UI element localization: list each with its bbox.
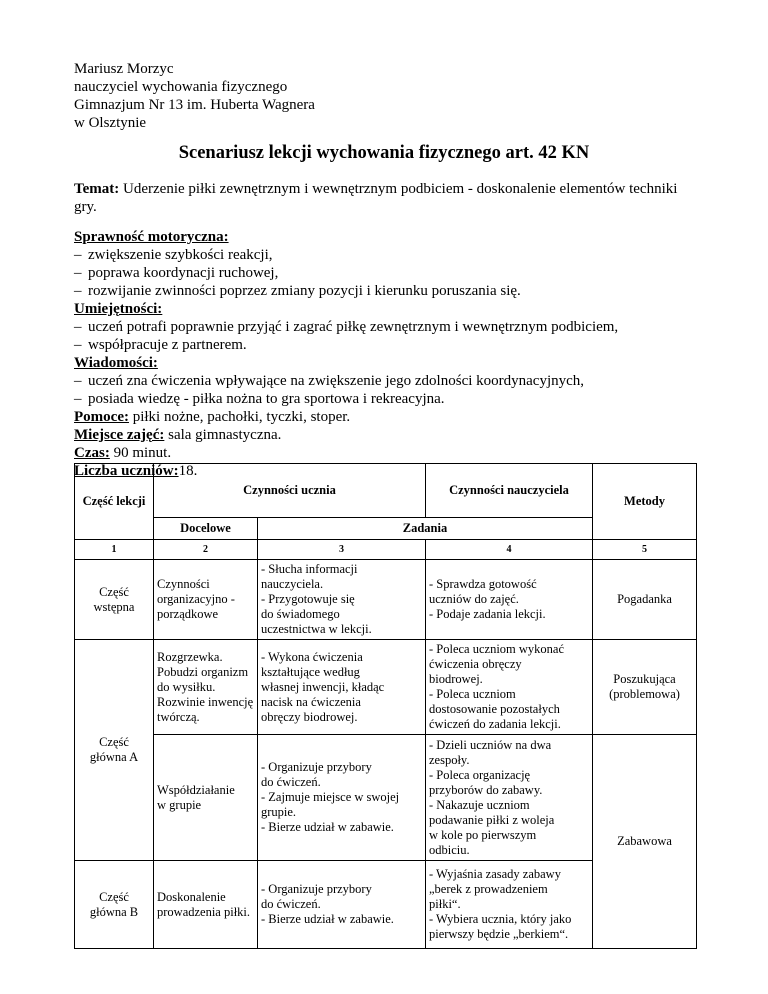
time-text: 90 minut. xyxy=(109,445,172,461)
list-item: – uczeń potrafi poprawnie przyjąć i zagrać piłkę zewnętrznym i wewnętrznym podbiciem, xyxy=(74,319,619,335)
col-number: 4 xyxy=(426,540,593,560)
list-item: – rozwijanie zwinności poprzez zmiany pozycji i kierunku poruszania się. xyxy=(74,283,521,299)
row-student: - Organizuje przybory do ćwiczeń. - Bierze udział w zabawie. xyxy=(258,861,426,949)
motor-heading: Sprawność motoryczna: xyxy=(74,229,229,245)
topic-label: Temat: xyxy=(74,181,120,197)
knowledge-heading: Wiadomości: xyxy=(74,355,158,371)
list-item-text: poprawa koordynacji ruchowej, xyxy=(88,265,279,281)
col-number: 2 xyxy=(154,540,258,560)
col-number: 1 xyxy=(75,540,154,560)
row-method: Pogadanka xyxy=(593,560,697,640)
header-goals: Docelowe xyxy=(154,518,258,540)
table-row xyxy=(75,560,697,640)
row-method: Zabawowa xyxy=(593,735,697,949)
list-item-text: uczeń zna ćwiczenia wpływające na zwiększenie jego zdolności koordynacyjnych, xyxy=(88,373,585,389)
lesson-plan-table xyxy=(74,463,697,949)
author-role: nauczyciel wychowania fizycznego xyxy=(74,79,288,95)
col-number: 5 xyxy=(593,540,697,560)
list-item-text: uczeń potrafi poprawnie przyjąć i zagrać piłkę zewnętrznym i wewnętrznym podbiciem, xyxy=(88,319,619,335)
table-row xyxy=(75,735,697,861)
row-part: Część główna A xyxy=(75,640,154,861)
lesson-goals xyxy=(74,228,714,480)
place-line xyxy=(74,426,714,444)
author-block xyxy=(74,60,315,132)
col-number: 3 xyxy=(258,540,426,560)
list-item-text: współpracuje z partnerem. xyxy=(88,337,247,353)
row-goal: Doskonalenie prowadzenia piłki. xyxy=(154,861,258,949)
aids-line xyxy=(74,408,714,426)
header-methods: Metody xyxy=(593,464,697,540)
time-line xyxy=(74,444,714,462)
row-student: - Wykona ćwiczenia kształtujące według własnej inwencji, kładąc nacisk na ćwiczenia obręczy biodrowej. xyxy=(258,640,426,735)
header-part: Część lekcji xyxy=(75,464,154,540)
row-student: - Słucha informacji nauczyciela. - Przygotowuje się do świadomego uczestnictwa w lekcji. xyxy=(258,560,426,640)
list-item: – uczeń zna ćwiczenia wpływające na zwiększenie jego zdolności koordynacyjnych, xyxy=(74,373,585,389)
list-item: – zwiększenie szybkości reakcji, xyxy=(74,247,273,263)
students-text: 18. xyxy=(178,463,198,479)
table-row xyxy=(75,640,697,735)
author-name: Mariusz Morzyc xyxy=(74,61,174,77)
time-label: Czas: xyxy=(74,445,110,461)
list-item-text: zwiększenie szybkości reakcji, xyxy=(88,247,273,263)
author-city: w Olsztynie xyxy=(74,115,147,131)
list-item: – poprawa koordynacji ruchowej, xyxy=(74,265,279,281)
author-school: Gimnazjum Nr 13 im. Huberta Wagnera xyxy=(74,97,315,113)
row-goal: Rozgrzewka. Pobudzi organizm do wysiłku. Rozwinie inwencję twórczą. xyxy=(154,640,258,735)
header-teacher: Czynności nauczyciela xyxy=(426,464,593,518)
row-goal: Czynności organizacyjno - porządkowe xyxy=(154,560,258,640)
row-teacher: - Dzieli uczniów na dwa zespoły. - Poleca organizację przyborów do zabawy. - Nakazuje uczniom podawanie piłki z woleja w kole po pierwszym odbiciu. xyxy=(426,735,593,861)
list-item: – współpracuje z partnerem. xyxy=(74,337,247,353)
list-item-text: rozwijanie zwinności poprzez zmiany pozycji i kierunku poruszania się. xyxy=(88,283,521,299)
lesson-topic xyxy=(74,180,694,216)
table-header-row xyxy=(75,464,697,518)
row-student: - Organizuje przybory do ćwiczeń. - Zajmuje miejsce w swojej grupie. - Bierze udział w zabawie. xyxy=(258,735,426,861)
row-part: Część główna B xyxy=(75,861,154,949)
row-method: Poszukująca (problemowa) xyxy=(593,640,697,735)
students-label: Liczba uczniów: xyxy=(74,463,179,479)
row-teacher: - Poleca uczniom wykonać ćwiczenia obręczy biodrowej. - Poleca uczniom dostosowanie pozostałych ćwiczeń do zadania lekcji. xyxy=(426,640,593,735)
skills-heading: Umiejętności: xyxy=(74,301,163,317)
header-student: Czynności ucznia xyxy=(154,464,426,518)
row-part: Część wstępna xyxy=(75,560,154,640)
list-item: – posiada wiedzę - piłka nożna to gra sportowa i rekreacyjna. xyxy=(74,391,445,407)
topic-text: Uderzenie piłki zewnętrznym i wewnętrznym podbiciem - doskonalenie elementów techniki gry. xyxy=(74,181,678,215)
table-number-row xyxy=(75,540,697,560)
row-teacher: - Wyjaśnia zasady zabawy „berek z prowadzeniem piłki“. - Wybiera ucznia, który jako pierwszy będzie „berkiem“. xyxy=(426,861,593,949)
place-label: Miejsce zajęć: xyxy=(74,427,165,443)
row-teacher: - Sprawdza gotowość uczniów do zajęć. - Podaje zadania lekcji. xyxy=(426,560,593,640)
row-goal: Współdziałanie w grupie xyxy=(154,735,258,861)
place-text: sala gimnastyczna. xyxy=(164,427,282,443)
aids-label: Pomoce: xyxy=(74,409,129,425)
list-item-text: posiada wiedzę - piłka nożna to gra sportowa i rekreacyjna. xyxy=(88,391,445,407)
document-title: Scenariusz lekcji wychowania fizycznego art. 42 KN xyxy=(178,143,590,163)
aids-text: piłki nożne, pachołki, tyczki, stoper. xyxy=(128,409,351,425)
header-tasks: Zadania xyxy=(258,518,593,540)
